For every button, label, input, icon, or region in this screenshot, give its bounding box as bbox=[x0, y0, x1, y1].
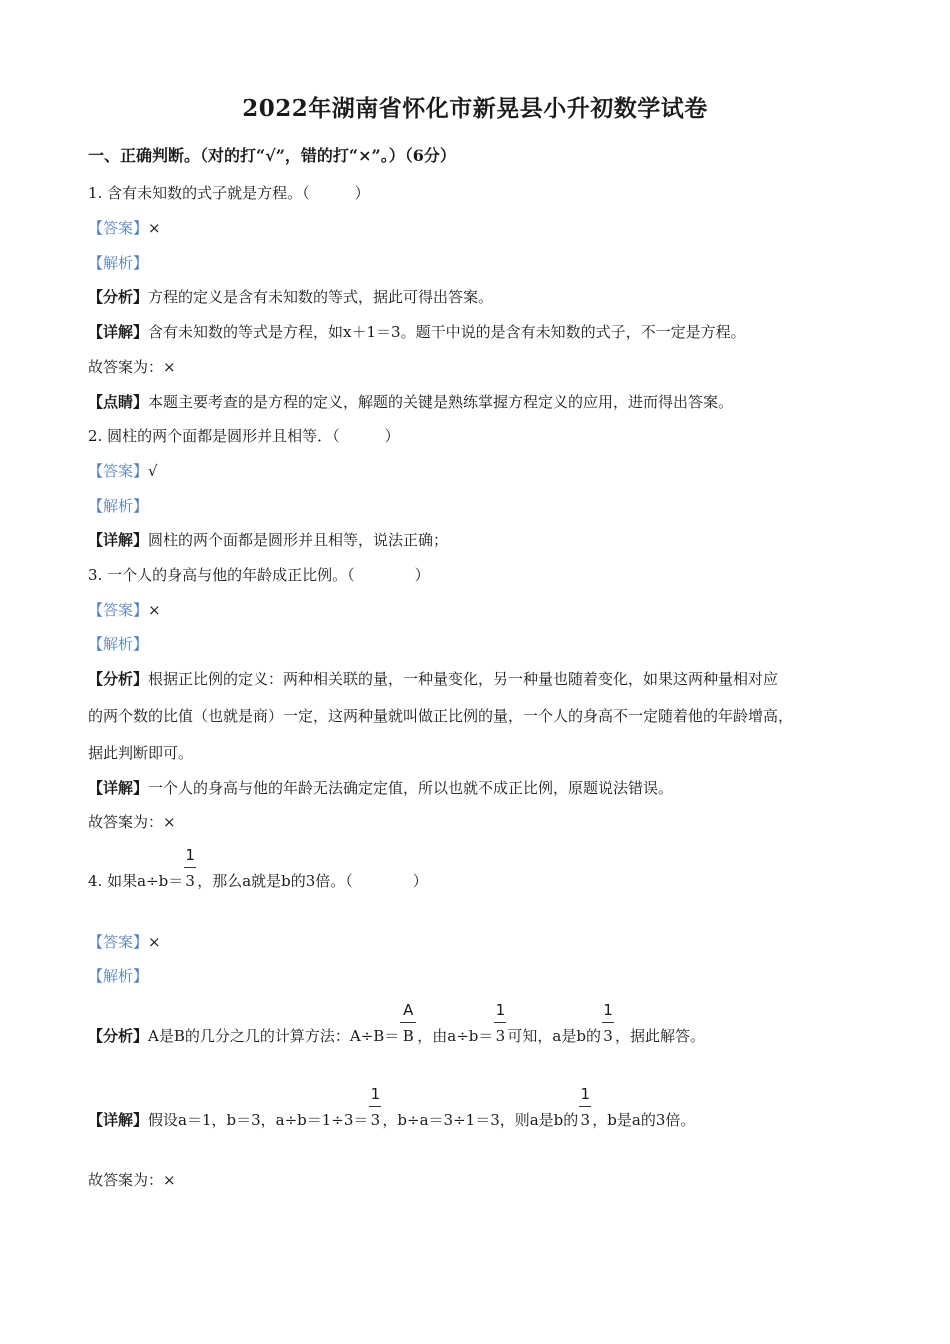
xiangjie-label: 【详解】 bbox=[88, 323, 149, 341]
q1-xiangjie-text: 含有未知数的等式是方程，如x＋1＝3。题干中说的是含有未知数的式子，不一定是方程。 bbox=[148, 323, 746, 341]
q2-answer-value: √ bbox=[148, 462, 158, 480]
q1-conclusion: 故答案为：× bbox=[88, 358, 176, 376]
answer-label: 【答案】 bbox=[88, 219, 149, 237]
fraction-numerator: A bbox=[403, 1001, 414, 1019]
q4-fenxi-line bbox=[88, 1001, 705, 1047]
q4-answer-value: × bbox=[148, 933, 161, 951]
q1-fenxi-line bbox=[88, 287, 493, 307]
question-3-stem: 3. 一个人的身高与他的年龄成正比例。（ ） bbox=[88, 566, 430, 584]
q4-fenxi-part-d: ，据此解答。 bbox=[614, 1027, 705, 1045]
q4-stem-part-b: ，那么a就是b的3倍。（ ） bbox=[197, 872, 428, 890]
fraction-denominator: 3 bbox=[370, 1111, 381, 1129]
fraction-numerator: 1 bbox=[370, 1085, 381, 1103]
fraction-numerator: 1 bbox=[185, 846, 195, 864]
answer-label: 【答案】 bbox=[88, 462, 149, 480]
q4-xiangjie-part-c: ，b是a的3倍。 bbox=[592, 1111, 696, 1129]
page-title: 2022年湖南省怀化市新晃县小升初数学试卷 bbox=[242, 95, 708, 122]
q4-xiangjie-line bbox=[88, 1085, 696, 1131]
q3-fenxi-text-1: 根据正比例的定义：两种相关联的量，一种量变化，另一种量也随着变化，如果这两种量相对应 bbox=[148, 670, 779, 688]
fraction-one-third bbox=[578, 1085, 592, 1131]
q1-answer-value: × bbox=[148, 219, 161, 237]
fenxi-label: 【分析】 bbox=[88, 288, 149, 306]
fraction-bar bbox=[184, 867, 196, 868]
section-heading: 一、正确判断。（对的打“√”，错的打“×”。）（6分） bbox=[88, 146, 456, 165]
q4-analysis-label: 【解析】 bbox=[88, 967, 149, 985]
q3-answer-value: × bbox=[148, 601, 161, 619]
dianjing-label: 【点睛】 bbox=[88, 393, 149, 411]
answer-label: 【答案】 bbox=[88, 933, 149, 951]
q2-analysis-label: 【解析】 bbox=[88, 497, 149, 515]
fraction-denominator: 3 bbox=[495, 1027, 506, 1045]
q1-dianjing-text: 本题主要考查的是方程的定义，解题的关键是熟练掌握方程定义的应用，进而得出答案。 bbox=[148, 393, 734, 411]
xiangjie-label: 【详解】 bbox=[88, 531, 149, 549]
fraction-bar bbox=[579, 1106, 591, 1107]
q1-xiangjie-line bbox=[88, 322, 746, 342]
q1-answer-line bbox=[88, 218, 161, 238]
fraction-numerator: 1 bbox=[580, 1085, 591, 1103]
fenxi-label: 【分析】 bbox=[88, 670, 149, 688]
q4-fenxi-part-b: ，由a÷b＝ bbox=[417, 1027, 494, 1045]
fraction-denominator: 3 bbox=[603, 1027, 613, 1045]
q4-xiangjie-part-b: ，b÷a＝3÷1＝3，则a是b的 bbox=[382, 1111, 579, 1129]
q4-stem-part-a: 4. 如果a÷b＝ bbox=[88, 872, 184, 890]
xiangjie-label: 【详解】 bbox=[88, 779, 149, 797]
q3-analysis-label: 【解析】 bbox=[88, 635, 149, 653]
q3-fenxi-text-2: 的两个数的比值（也就是商）一定，这两种量就叫做正比例的量，一个人的身高不一定随着他的年龄增高， bbox=[88, 707, 794, 725]
fraction-bar bbox=[400, 1022, 416, 1023]
q2-xiangjie-text: 圆柱的两个面都是圆形并且相等，说法正确； bbox=[148, 531, 449, 549]
q3-xiangjie-line bbox=[88, 778, 673, 798]
fraction-numerator: 1 bbox=[495, 1001, 506, 1019]
xiangjie-label: 【详解】 bbox=[88, 1111, 149, 1129]
q2-xiangjie-line bbox=[88, 530, 448, 550]
fraction-one-third bbox=[368, 1085, 382, 1131]
fenxi-label: 【分析】 bbox=[88, 1027, 149, 1045]
fraction-denominator: 3 bbox=[185, 872, 195, 890]
q3-conclusion: 故答案为：× bbox=[88, 813, 176, 831]
answer-label: 【答案】 bbox=[88, 601, 149, 619]
fraction-one-third bbox=[183, 846, 197, 892]
question-2-stem: 2. 圆柱的两个面都是圆形并且相等．（ ） bbox=[88, 427, 400, 445]
q4-xiangjie-part-a: 假设a＝1，b＝3，a÷b＝1÷3＝ bbox=[148, 1111, 369, 1129]
fraction-a-over-b bbox=[399, 1001, 417, 1047]
q4-fenxi-part-c: 可知，a是b的 bbox=[507, 1027, 601, 1045]
q4-answer-line bbox=[88, 932, 161, 952]
fraction-one-third bbox=[493, 1001, 507, 1047]
q3-fenxi-line bbox=[88, 669, 778, 689]
fraction-numerator: 1 bbox=[603, 1001, 613, 1019]
question-1-stem: 1. 含有未知数的式子就是方程。（ ） bbox=[88, 184, 370, 202]
fraction-denominator: 3 bbox=[580, 1111, 591, 1129]
fraction-bar bbox=[369, 1106, 381, 1107]
q4-fenxi-part-a: A是B的几分之几的计算方法：A÷B＝ bbox=[148, 1027, 400, 1045]
q1-fenxi-text: 方程的定义是含有未知数的等式，据此可得出答案。 bbox=[148, 288, 494, 306]
fraction-one-third bbox=[601, 1001, 615, 1047]
q3-answer-line bbox=[88, 600, 161, 620]
q1-dianjing-line bbox=[88, 392, 733, 412]
q2-answer-line bbox=[88, 461, 158, 481]
q3-fenxi-text-3: 据此判断即可。 bbox=[88, 744, 194, 762]
q4-conclusion: 故答案为：× bbox=[88, 1171, 176, 1189]
q1-analysis-label: 【解析】 bbox=[88, 254, 149, 272]
fraction-bar bbox=[602, 1022, 614, 1023]
q3-xiangjie-text: 一个人的身高与他的年龄无法确定定值，所以也就不成正比例，原题说法错误。 bbox=[148, 779, 674, 797]
question-4-stem bbox=[88, 846, 428, 892]
fraction-bar bbox=[494, 1022, 506, 1023]
fraction-denominator: B bbox=[402, 1027, 414, 1045]
